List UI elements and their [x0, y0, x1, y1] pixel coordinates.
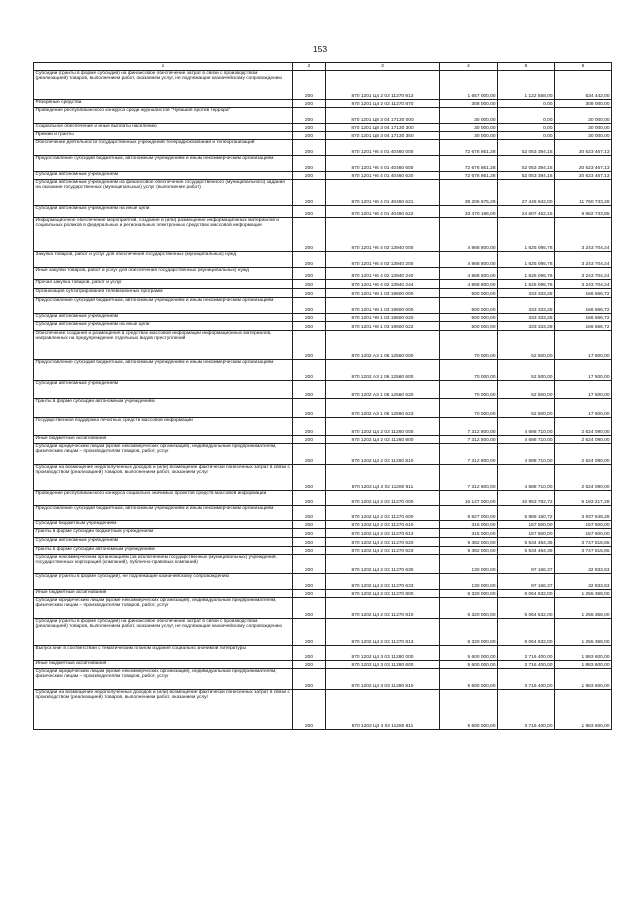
cell-c4: 72 676 861,28: [440, 140, 498, 156]
cell-c6: 8 862 733,85: [555, 206, 612, 218]
header-col-3: 3: [326, 63, 440, 71]
cell-name: Субсидии юридическим лицам (кроме некоммерческих организаций), индивидуальным предпринимателям, физическим лицам – производителям товаров, работ, услуг: [34, 444, 293, 465]
cell-c2: 200: [293, 268, 326, 280]
cell-code: 870 1202 А3 1 06 12560 000: [326, 331, 440, 360]
cell-c2: 200: [293, 180, 326, 206]
cell-c6: 1 883 600,00: [555, 690, 612, 730]
cell-c2: 200: [293, 140, 326, 156]
table-row: [34, 555, 612, 574]
cell-c5: 0,00: [498, 108, 555, 124]
cell-name: Прочая закупка товаров, работ и услуг: [34, 280, 293, 289]
table-row: [34, 289, 612, 298]
table-row: [34, 465, 612, 491]
cell-c6: 11 760 733,28: [555, 180, 612, 206]
cell-c5: 0,00: [498, 124, 555, 132]
cell-c4: 9 382 000,00: [440, 547, 498, 555]
cell-name: Обеспечение создания и размещения в средствах массовой информации информационных материалов, направленных на предупреждение отдельных видов преступлений: [34, 331, 293, 360]
table-body: [34, 71, 612, 730]
table-row: [34, 314, 612, 322]
budget-table: [33, 62, 612, 730]
table-row: [34, 360, 612, 381]
cell-code: 870 1202 Ц4 2 02 11260 810: [326, 444, 440, 465]
cell-c2: 200: [293, 172, 326, 180]
cell-c5: 10 953 782,72: [498, 491, 555, 506]
cell-c6: 1 255 368,00: [555, 598, 612, 619]
cell-name: Субсидии (гранты в форме субсидий) на финансовое обеспечение затрат в связи с производством (реализацией) товаров, выполнением работ, оказанием услуг, не подлежащие казначейскому сопровождению: [34, 619, 293, 646]
table-row: [34, 521, 612, 529]
header-col-2: 2: [293, 63, 326, 71]
cell-name: Субсидии юридическим лицам (кроме некоммерческих организаций), индивидуальным предпринимателям, физическим лицам – производителям товаров, работ, услуг: [34, 598, 293, 619]
cell-code: 870 1202 Ц4 3 03 11280 000: [326, 646, 440, 661]
cell-c6: 3 937 849,28: [555, 506, 612, 521]
cell-c6: 1 883 600,00: [555, 646, 612, 661]
cell-code: 870 1202 Ц4 3 03 11280 810: [326, 669, 440, 690]
cell-code: 870 1202 Ц4 2 02 11270 630: [326, 555, 440, 574]
cell-c4: 72 676 861,28: [440, 172, 498, 180]
cell-c5: 52 053 394,15: [498, 140, 555, 156]
table-row: [34, 547, 612, 555]
cell-c4: 70 000,00: [440, 360, 498, 381]
cell-c5: 97 166,37: [498, 574, 555, 590]
cell-code: 870 1201 Ч8 1 03 19600 620: [326, 314, 440, 322]
cell-c4: 6 320 000,00: [440, 598, 498, 619]
cell-name: Субсидии автономным учреждениям: [34, 538, 293, 547]
cell-c2: 200: [293, 555, 326, 574]
cell-code: 870 1202 Ц4 2 02 11270 620: [326, 538, 440, 547]
table-row: [34, 218, 612, 252]
cell-c2: 200: [293, 381, 326, 399]
cell-c2: 200: [293, 646, 326, 661]
cell-code: 870 1201 Ч6 4 01 40460 621: [326, 180, 440, 206]
cell-c4: 70 000,00: [440, 381, 498, 399]
cell-c6: 157 500,00: [555, 529, 612, 538]
cell-c5: 52 500,00: [498, 360, 555, 381]
cell-c2: 200: [293, 669, 326, 690]
cell-code: 870 1201 Ц4 2 02 11270 813: [326, 71, 440, 100]
cell-c2: 200: [293, 156, 326, 172]
cell-name: Гранты в форме субсидии автономным учреждениям: [34, 547, 293, 555]
cell-name: Проведение республиканского конкурса социально значимых проектов средств массовой информации: [34, 491, 293, 506]
cell-c6: 3 243 704,24: [555, 280, 612, 289]
cell-code: 870 1202 Ц4 2 02 11270 610: [326, 521, 440, 529]
cell-c6: 30 000,00: [555, 108, 612, 124]
cell-c2: 200: [293, 132, 326, 140]
cell-c4: 130 000,00: [440, 555, 498, 574]
cell-c5: 5 064 632,00: [498, 619, 555, 646]
table-row: [34, 646, 612, 661]
cell-name: Субсидии автономным учреждениям на иные цели: [34, 322, 293, 331]
cell-name: Иные закупки товаров, работ и услуг для обеспечения государственных (муниципальных) нужд: [34, 268, 293, 280]
cell-c2: 200: [293, 538, 326, 547]
cell-c4: 9 382 000,00: [440, 538, 498, 547]
table-row: [34, 206, 612, 218]
cell-code: 870 1201 Ц4 2 02 11270 870: [326, 100, 440, 108]
cell-code: 870 1201 Ч6 4 02 13940 000: [326, 218, 440, 252]
cell-c4: 4 868 800,00: [440, 268, 498, 280]
table-row: [34, 590, 612, 598]
cell-c4: 7 312 800,00: [440, 436, 498, 444]
cell-c4: 9 827 000,00: [440, 506, 498, 521]
cell-code: 870 1201 Ц8 3 04 17130 000: [326, 108, 440, 124]
cell-c5: 52 053 394,15: [498, 156, 555, 172]
cell-c6: 166 666,72: [555, 314, 612, 322]
cell-name: Субсидии юридическим лицам (кроме некоммерческих организаций), индивидуальным предпринимателям, физическим лицам – производителям товаров, работ, услуг: [34, 669, 293, 690]
cell-c2: 200: [293, 314, 326, 322]
cell-code: 870 1202 Ц4 3 03 11280 811: [326, 690, 440, 730]
table-row: [34, 529, 612, 538]
cell-name: Субсидии автономным учреждениям: [34, 314, 293, 322]
cell-c5: 157 500,00: [498, 529, 555, 538]
cell-c5: 4 688 710,00: [498, 444, 555, 465]
cell-name: Иные бюджетные ассигнования: [34, 590, 293, 598]
cell-c4: 7 312 800,00: [440, 418, 498, 436]
cell-name: Иные бюджетные ассигнования: [34, 661, 293, 669]
table-row: [34, 156, 612, 172]
cell-name: Субсидии автономным учреждениям: [34, 381, 293, 399]
cell-c4: 7 312 800,00: [440, 465, 498, 491]
cell-code: 870 1202 А3 1 06 12560 600: [326, 360, 440, 381]
cell-c4: 30 000,00: [440, 108, 498, 124]
cell-c2: 200: [293, 322, 326, 331]
cell-c2: 200: [293, 619, 326, 646]
cell-c4: 500 000,00: [440, 322, 498, 331]
cell-c4: 6 320 000,00: [440, 590, 498, 598]
table-row: [34, 619, 612, 646]
table-row: [34, 538, 612, 547]
cell-c4: 6 320 000,00: [440, 619, 498, 646]
cell-c6: 32 833,63: [555, 555, 612, 574]
cell-name: Информационное обеспечение мероприятий, создание и (или) размещение информационных материалов и социальных роликов в федеральных и региональных электронных средствах массовой информации: [34, 218, 293, 252]
cell-c4: 308 000,00: [440, 100, 498, 108]
table-row: [34, 598, 612, 619]
cell-code: 870 1202 Ц4 2 02 11260 800: [326, 436, 440, 444]
table-row: [34, 298, 612, 314]
cell-name: Гранты в форме субсидии бюджетным учреждениям: [34, 529, 293, 538]
table-row: [34, 140, 612, 156]
cell-c5: 1 625 095,76: [498, 268, 555, 280]
table-row: [34, 108, 612, 124]
cell-c5: 24 607 452,15: [498, 206, 555, 218]
cell-code: 870 1202 А3 1 06 12560 623: [326, 399, 440, 418]
cell-code: 870 1202 Ц4 2 02 11270 633: [326, 574, 440, 590]
cell-c4: 315 000,00: [440, 529, 498, 538]
cell-c4: 5 600 000,00: [440, 661, 498, 669]
cell-c2: 200: [293, 574, 326, 590]
cell-name: Государственная поддержка печатных средств массовой информации: [34, 418, 293, 436]
table-row: [34, 436, 612, 444]
cell-c5: 5 064 632,00: [498, 598, 555, 619]
cell-code: 870 1202 Ц4 2 02 11270 810: [326, 598, 440, 619]
table-row: [34, 444, 612, 465]
cell-code: 870 1202 Ц4 3 03 11280 800: [326, 661, 440, 669]
table-row: [34, 180, 612, 206]
cell-c5: 5 634 484,35: [498, 538, 555, 547]
cell-c4: 500 000,00: [440, 298, 498, 314]
cell-code: 870 1202 Ц4 2 02 11270 813: [326, 619, 440, 646]
cell-name: Выпуск книг в соответствии с тематическим планом издания социально значимой литературы: [34, 646, 293, 661]
cell-c2: 200: [293, 436, 326, 444]
cell-code: 870 1202 А3 1 06 12560 620: [326, 381, 440, 399]
cell-c4: 500 000,00: [440, 314, 498, 322]
cell-c5: 1 625 095,76: [498, 280, 555, 289]
cell-c2: 200: [293, 331, 326, 360]
cell-c5: 4 688 710,00: [498, 465, 555, 491]
table-row: [34, 418, 612, 436]
cell-c6: 20 623 467,13: [555, 156, 612, 172]
cell-code: 870 1201 Ч6 4 02 13940 240: [326, 268, 440, 280]
cell-c6: 2 624 090,00: [555, 436, 612, 444]
cell-c6: 1 883 600,00: [555, 669, 612, 690]
cell-name: Премии и гранты: [34, 132, 293, 140]
cell-code: 870 1201 Ч6 4 01 40460 620: [326, 172, 440, 180]
cell-name: Проведение республиканского конкурса среди журналистов "Чувашия против террора": [34, 108, 293, 124]
cell-c6: 17 500,00: [555, 381, 612, 399]
cell-c6: 20 623 467,13: [555, 172, 612, 180]
cell-c4: 70 000,00: [440, 331, 498, 360]
cell-c5: 0,00: [498, 100, 555, 108]
cell-c6: 17 500,00: [555, 399, 612, 418]
cell-c2: 200: [293, 289, 326, 298]
cell-c5: 52 500,00: [498, 381, 555, 399]
header-col-1: 1: [34, 63, 293, 71]
cell-name: Предоставление субсидий бюджетным, автономным учреждениям и иным некоммерческим организациям: [34, 298, 293, 314]
cell-code: 870 1202 Ц4 2 02 11260 811: [326, 465, 440, 491]
cell-c6: 3 243 704,24: [555, 268, 612, 280]
cell-c2: 200: [293, 418, 326, 436]
cell-c6: 3 747 515,65: [555, 538, 612, 547]
cell-c2: 200: [293, 598, 326, 619]
cell-c5: 3 716 400,00: [498, 661, 555, 669]
cell-c6: 1 255 368,00: [555, 619, 612, 646]
cell-c2: 200: [293, 491, 326, 506]
cell-c6: 166 666,72: [555, 322, 612, 331]
table-row: [34, 399, 612, 418]
cell-name: Предоставление субсидий бюджетным, автономным учреждениям и иным некоммерческим организациям: [34, 156, 293, 172]
table-row: [34, 100, 612, 108]
cell-c6: 32 833,63: [555, 574, 612, 590]
cell-code: 870 1201 Ч6 4 01 40460 000: [326, 140, 440, 156]
cell-c2: 200: [293, 252, 326, 268]
cell-c5: 157 500,00: [498, 521, 555, 529]
cell-c6: 3 243 704,24: [555, 252, 612, 268]
header-col-5: 5: [498, 63, 555, 71]
cell-c5: 52 500,00: [498, 399, 555, 418]
cell-c6: 17 500,00: [555, 360, 612, 381]
cell-c5: 4 688 710,00: [498, 418, 555, 436]
cell-name: Иные бюджетные ассигнования: [34, 436, 293, 444]
cell-c2: 200: [293, 547, 326, 555]
table-row: [34, 690, 612, 730]
cell-c6: 166 666,72: [555, 289, 612, 298]
cell-c4: 33 470 186,00: [440, 206, 498, 218]
table-row: [34, 124, 612, 132]
header-col-4: 4: [440, 63, 498, 71]
cell-c6: 30 000,00: [555, 132, 612, 140]
cell-c5: 52 500,00: [498, 331, 555, 360]
table-row: [34, 280, 612, 289]
cell-c2: 200: [293, 521, 326, 529]
cell-c5: 27 445 942,00: [498, 180, 555, 206]
cell-c2: 200: [293, 108, 326, 124]
cell-name: Обеспечение деятельности государственных учреждений телерадиокомпаний и телеорганизаций: [34, 140, 293, 156]
table-row: [34, 669, 612, 690]
table-row: [34, 506, 612, 521]
cell-c5: 97 166,37: [498, 555, 555, 574]
cell-code: 870 1202 Ц4 2 02 11270 800: [326, 590, 440, 598]
cell-c4: 7 312 800,00: [440, 444, 498, 465]
cell-c2: 200: [293, 661, 326, 669]
cell-code: 870 1201 Ч6 4 02 13940 244: [326, 280, 440, 289]
cell-c5: 5 889 150,72: [498, 506, 555, 521]
cell-c4: 4 868 800,00: [440, 252, 498, 268]
cell-c5: 3 716 400,00: [498, 669, 555, 690]
cell-c2: 200: [293, 360, 326, 381]
cell-c6: 308 000,00: [555, 100, 612, 108]
cell-code: 870 1202 Ц4 2 02 11270 613: [326, 529, 440, 538]
cell-c6: 5 193 217,28: [555, 491, 612, 506]
cell-code: 870 1202 Ц4 2 02 11270 000: [326, 491, 440, 506]
cell-name: Субсидии (гранты в форме субсидий), не подлежащие казначейскому сопровождению: [34, 574, 293, 590]
cell-c4: 4 868 800,00: [440, 218, 498, 252]
table-row: [34, 661, 612, 669]
table-row: [34, 268, 612, 280]
cell-name: Субсидии на возмещение недополученных доходов и (или) возмещение фактически понесенных затрат в связи с производством (реализацией) товаров, выполнением работ, оказанием услуг: [34, 690, 293, 730]
cell-c5: 1 625 095,76: [498, 218, 555, 252]
cell-name: Субсидии на возмещение недополученных доходов и (или) возмещение фактически понесенных затрат в связи с производством (реализацией) товаров, выполнением работ, оказанием услуг: [34, 465, 293, 491]
cell-c2: 200: [293, 71, 326, 100]
cell-c2: 200: [293, 298, 326, 314]
cell-c5: 333 333,28: [498, 314, 555, 322]
cell-c4: 5 600 000,00: [440, 646, 498, 661]
cell-c4: 70 000,00: [440, 399, 498, 418]
cell-code: 870 1202 Ц4 2 02 11270 623: [326, 547, 440, 555]
cell-c5: 333 333,28: [498, 298, 555, 314]
cell-name: Предоставление субсидий бюджетным, автономным учреждениям и иным некоммерческим организациям: [34, 360, 293, 381]
cell-c5: 3 716 400,00: [498, 690, 555, 730]
cell-c6: 3 747 515,65: [555, 547, 612, 555]
cell-code: 870 1201 Ч8 1 03 19600 000: [326, 289, 440, 298]
cell-code: 870 1201 Ч6 4 01 40460 622: [326, 206, 440, 218]
cell-c2: 200: [293, 529, 326, 538]
cell-c6: 534 442,00: [555, 71, 612, 100]
header-row: [34, 63, 612, 71]
cell-code: 870 1201 Ц8 3 04 17130 350: [326, 132, 440, 140]
cell-c4: 16 147 000,00: [440, 491, 498, 506]
cell-c2: 200: [293, 280, 326, 289]
cell-code: 870 1201 Ч8 1 03 19600 600: [326, 298, 440, 314]
cell-c4: 130 000,00: [440, 574, 498, 590]
cell-name: Резервные средства: [34, 100, 293, 108]
cell-code: 870 1201 Ц8 3 04 17130 300: [326, 124, 440, 132]
cell-c5: 4 688 710,00: [498, 436, 555, 444]
cell-name: Субсидии автономным учреждениям на финансовое обеспечение государственного (муниципального) задания на оказание государственных (муниципальных) услуг (выполнение работ): [34, 180, 293, 206]
cell-c6: 2 624 090,00: [555, 465, 612, 491]
cell-name: Субсидии автономным учреждениям: [34, 172, 293, 180]
cell-c6: 166 666,72: [555, 298, 612, 314]
table-row: [34, 252, 612, 268]
cell-name: Социальное обеспечение и иные выплаты населению: [34, 124, 293, 132]
cell-c2: 200: [293, 506, 326, 521]
cell-c6: 20 623 467,13: [555, 140, 612, 156]
table-row: [34, 132, 612, 140]
cell-c2: 200: [293, 444, 326, 465]
cell-c5: 0,00: [498, 132, 555, 140]
cell-name: Субсидии (гранты в форме субсидий) на финансовое обеспечение затрат в связи с производством (реализацией) товаров, выполнением работ, оказанием услуг, не подлежащие казначейскому сопровождению: [34, 71, 293, 100]
cell-c6: 2 624 090,00: [555, 418, 612, 436]
table-row: [34, 381, 612, 399]
cell-c2: 200: [293, 590, 326, 598]
page-number: 153: [312, 44, 328, 54]
cell-c5: 5 634 484,35: [498, 547, 555, 555]
cell-c6: 3 243 704,24: [555, 218, 612, 252]
cell-c6: 30 000,00: [555, 124, 612, 132]
cell-c2: 200: [293, 218, 326, 252]
cell-name: Субсидии бюджетным учреждениям: [34, 521, 293, 529]
cell-name: Организация субтитрирования телевизионных программ: [34, 289, 293, 298]
cell-c6: 17 500,00: [555, 331, 612, 360]
cell-c4: 4 868 800,00: [440, 280, 498, 289]
cell-c5: 5 064 632,00: [498, 590, 555, 598]
cell-c6: 1 883 600,00: [555, 661, 612, 669]
cell-code: 870 1201 Ч6 4 01 40460 600: [326, 156, 440, 172]
cell-c2: 200: [293, 465, 326, 491]
cell-c4: 30 000,00: [440, 132, 498, 140]
cell-c6: 2 624 090,00: [555, 444, 612, 465]
cell-c4: 39 206 675,28: [440, 180, 498, 206]
table-row: [34, 71, 612, 100]
cell-c5: 333 333,28: [498, 322, 555, 331]
cell-c2: 200: [293, 690, 326, 730]
cell-c5: 1 122 558,00: [498, 71, 555, 100]
cell-c4: 315 000,00: [440, 521, 498, 529]
cell-c2: 200: [293, 100, 326, 108]
cell-name: Предоставление субсидий бюджетным, автономным учреждениям и иным некоммерческим организациям: [34, 506, 293, 521]
cell-name: Субсидии автономным учреждениям на иные цели: [34, 206, 293, 218]
cell-c5: 333 333,28: [498, 289, 555, 298]
cell-name: Субсидии некоммерческим организациям (за исключением государственных (муниципальных) учреждений, государственных корпораций (компаний), публично-правовых компаний): [34, 555, 293, 574]
cell-c4: 1 657 000,00: [440, 71, 498, 100]
cell-code: 870 1201 Ч6 4 02 13940 200: [326, 252, 440, 268]
table-row: [34, 574, 612, 590]
cell-c6: 157 500,00: [555, 521, 612, 529]
cell-c2: 200: [293, 399, 326, 418]
cell-code: 870 1201 Ч8 1 03 19600 622: [326, 322, 440, 331]
table-row: [34, 331, 612, 360]
cell-c2: 200: [293, 124, 326, 132]
cell-c5: 1 625 095,76: [498, 252, 555, 268]
cell-c4: 5 600 000,00: [440, 669, 498, 690]
table-row: [34, 322, 612, 331]
table-row: [34, 172, 612, 180]
cell-name: Гранты в форме субсидии автономным учреждениям: [34, 399, 293, 418]
cell-code: 870 1202 Ц4 2 02 11260 000: [326, 418, 440, 436]
cell-c2: 200: [293, 206, 326, 218]
cell-c6: 1 255 368,00: [555, 590, 612, 598]
header-col-6: 6: [555, 63, 612, 71]
cell-c5: 52 053 394,15: [498, 172, 555, 180]
cell-code: 870 1202 Ц4 2 02 11270 600: [326, 506, 440, 521]
cell-name: Закупка товаров, работ и услуг для обеспечения государственных (муниципальных) нужд: [34, 252, 293, 268]
cell-c4: 5 600 000,00: [440, 690, 498, 730]
cell-c4: 72 676 861,28: [440, 156, 498, 172]
table-row: [34, 491, 612, 506]
cell-c4: 30 000,00: [440, 124, 498, 132]
cell-c4: 500 000,00: [440, 289, 498, 298]
cell-c5: 3 716 400,00: [498, 646, 555, 661]
